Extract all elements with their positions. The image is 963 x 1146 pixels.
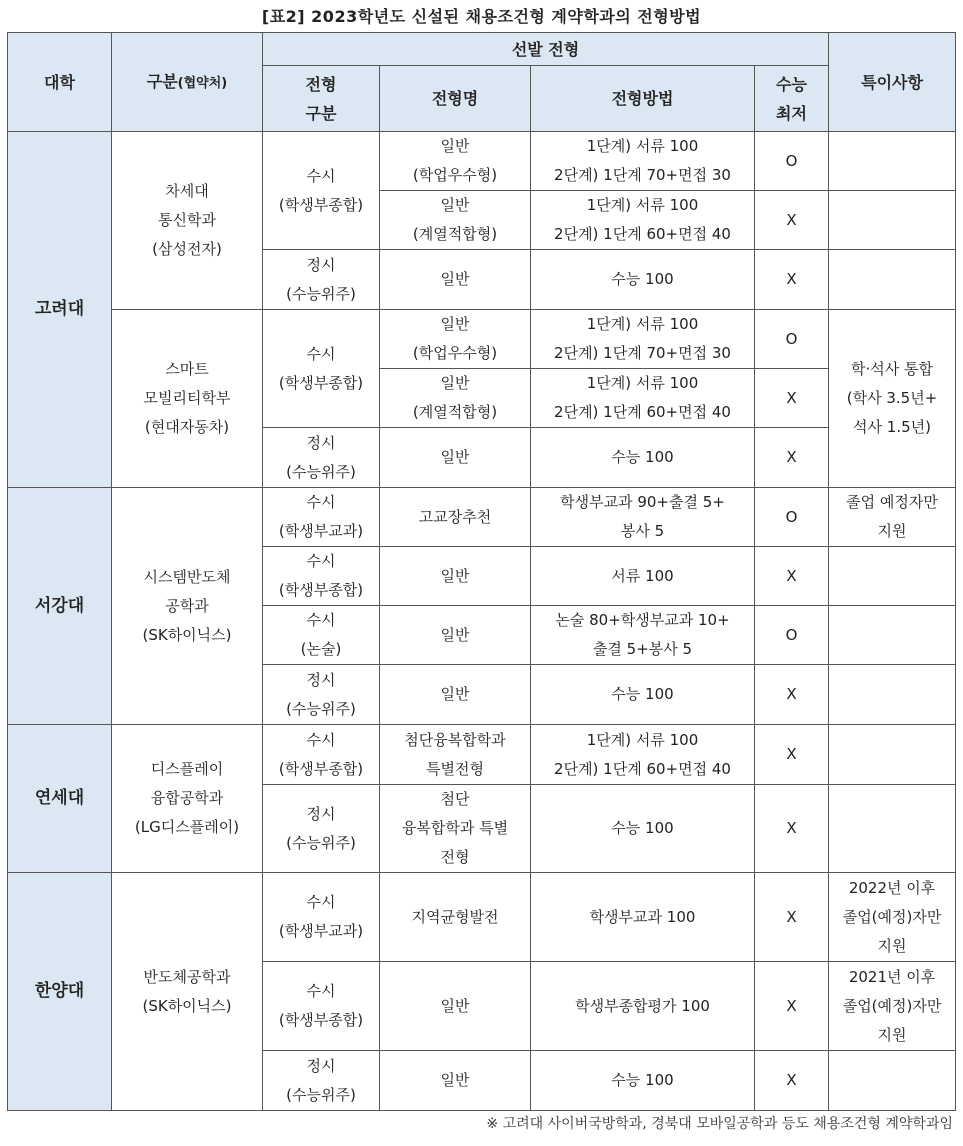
- note-cell: [829, 606, 956, 665]
- csat-cell: X: [755, 1051, 829, 1111]
- note-cell: 2022년 이후 졸업(예정)자만 지원: [829, 873, 956, 962]
- note-cell: [829, 132, 956, 191]
- name-cell: 첨단 융복합학과 특별 전형: [380, 785, 531, 873]
- header-university: 대학: [8, 33, 112, 132]
- header-method: 전형방법: [531, 66, 755, 132]
- note-cell: [829, 1051, 956, 1111]
- csat-cell: X: [755, 369, 829, 428]
- type-cell: 수시 (학생부종합): [263, 962, 380, 1051]
- csat-cell: X: [755, 725, 829, 785]
- note-cell: [829, 250, 956, 310]
- name-cell: 일반: [380, 1051, 531, 1111]
- university-cell: 연세대: [8, 725, 112, 873]
- department-cell: 반도체공학과 (SK하이닉스): [112, 873, 263, 1111]
- header-division-main: 구분: [146, 71, 178, 91]
- method-cell: 논술 80+학생부교과 10+ 출결 5+봉사 5: [531, 606, 755, 665]
- header-division: [112, 33, 263, 132]
- name-cell: 고교장추천: [380, 488, 531, 547]
- name-cell: 일반: [380, 547, 531, 606]
- header-type: 전형 구분: [263, 66, 380, 132]
- name-cell: 일반: [380, 250, 531, 310]
- department-cell: 차세대 통신학과 (삼성전자): [112, 132, 263, 310]
- department-cell: 스마트 모빌리티학부 (현대자동차): [112, 310, 263, 488]
- method-cell: 수능 100: [531, 665, 755, 725]
- csat-cell: X: [755, 665, 829, 725]
- csat-cell: X: [755, 785, 829, 873]
- method-cell: 수능 100: [531, 1051, 755, 1111]
- method-cell: 1단계) 서류 100 2단계) 1단계 60+면접 40: [531, 369, 755, 428]
- header-csat-min: 수능 최저: [755, 66, 829, 132]
- type-cell: 수시 (학생부교과): [263, 488, 380, 547]
- method-cell: 학생부교과 90+출결 5+ 봉사 5: [531, 488, 755, 547]
- admission-table: [7, 32, 956, 1111]
- method-cell: 수능 100: [531, 250, 755, 310]
- name-cell: 일반 (계열적합형): [380, 369, 531, 428]
- method-cell: 학생부교과 100: [531, 873, 755, 962]
- note-cell: [829, 191, 956, 250]
- type-cell: 수시 (학생부교과): [263, 873, 380, 962]
- name-cell: 일반: [380, 606, 531, 665]
- header-division-sub: (협약처): [177, 75, 228, 91]
- university-cell: 한양대: [8, 873, 112, 1111]
- type-cell: 수시 (학생부종합): [263, 310, 380, 428]
- method-cell: 1단계) 서류 100 2단계) 1단계 60+면접 40: [531, 725, 755, 785]
- csat-cell: O: [755, 310, 829, 369]
- type-cell: 정시 (수능위주): [263, 785, 380, 873]
- method-cell: 1단계) 서류 100 2단계) 1단계 70+면접 30: [531, 310, 755, 369]
- table-title: [표2] 2023학년도 신설된 채용조건형 계약학과의 전형방법: [261, 7, 702, 26]
- name-cell: 일반: [380, 962, 531, 1051]
- university-cell: 고려대: [8, 132, 112, 488]
- note-cell: [829, 547, 956, 606]
- name-cell: 첨단융복합학과 특별전형: [380, 725, 531, 785]
- csat-cell: O: [755, 132, 829, 191]
- type-cell: 수시 (학생부종합): [263, 547, 380, 606]
- csat-cell: X: [755, 962, 829, 1051]
- type-cell: 정시 (수능위주): [263, 665, 380, 725]
- name-cell: 일반 (학업우수형): [380, 132, 531, 191]
- note-cell: 학·석사 통합 (학사 3.5년+ 석사 1.5년): [829, 310, 956, 488]
- method-cell: 1단계) 서류 100 2단계) 1단계 70+면접 30: [531, 132, 755, 191]
- note-cell: [829, 785, 956, 873]
- csat-cell: X: [755, 547, 829, 606]
- name-cell: 일반 (계열적합형): [380, 191, 531, 250]
- csat-cell: O: [755, 488, 829, 547]
- csat-cell: X: [755, 873, 829, 962]
- method-cell: 1단계) 서류 100 2단계) 1단계 60+면접 40: [531, 191, 755, 250]
- csat-cell: O: [755, 606, 829, 665]
- note-cell: [829, 665, 956, 725]
- university-cell: 서강대: [8, 488, 112, 725]
- type-cell: 정시 (수능위주): [263, 428, 380, 488]
- name-cell: 일반: [380, 428, 531, 488]
- csat-cell: X: [755, 250, 829, 310]
- csat-cell: X: [755, 191, 829, 250]
- header-selection: 선발 전형: [263, 33, 829, 66]
- note-cell: 2021년 이후 졸업(예정)자만 지원: [829, 962, 956, 1051]
- note-cell: [829, 725, 956, 785]
- type-cell: 정시 (수능위주): [263, 1051, 380, 1111]
- type-cell: 수시 (학생부종합): [263, 132, 380, 250]
- name-cell: 일반: [380, 665, 531, 725]
- note-cell: 졸업 예정자만 지원: [829, 488, 956, 547]
- type-cell: 수시 (학생부종합): [263, 725, 380, 785]
- name-cell: 지역균형발전: [380, 873, 531, 962]
- name-cell: 일반 (학업우수형): [380, 310, 531, 369]
- header-name: 전형명: [380, 66, 531, 132]
- type-cell: 정시 (수능위주): [263, 250, 380, 310]
- method-cell: 수능 100: [531, 428, 755, 488]
- department-cell: 시스템반도체 공학과 (SK하이닉스): [112, 488, 263, 725]
- type-cell: 수시 (논술): [263, 606, 380, 665]
- method-cell: 서류 100: [531, 547, 755, 606]
- header-notes: 특이사항: [829, 33, 956, 132]
- method-cell: 학생부종합평가 100: [531, 962, 755, 1051]
- csat-cell: X: [755, 428, 829, 488]
- footnote: ※ 고려대 사이버국방학과, 경북대 모바일공학과 등도 채용조건형 계약학과임: [486, 1116, 953, 1132]
- department-cell: 디스플레이 융합공학과 (LG디스플레이): [112, 725, 263, 873]
- method-cell: 수능 100: [531, 785, 755, 873]
